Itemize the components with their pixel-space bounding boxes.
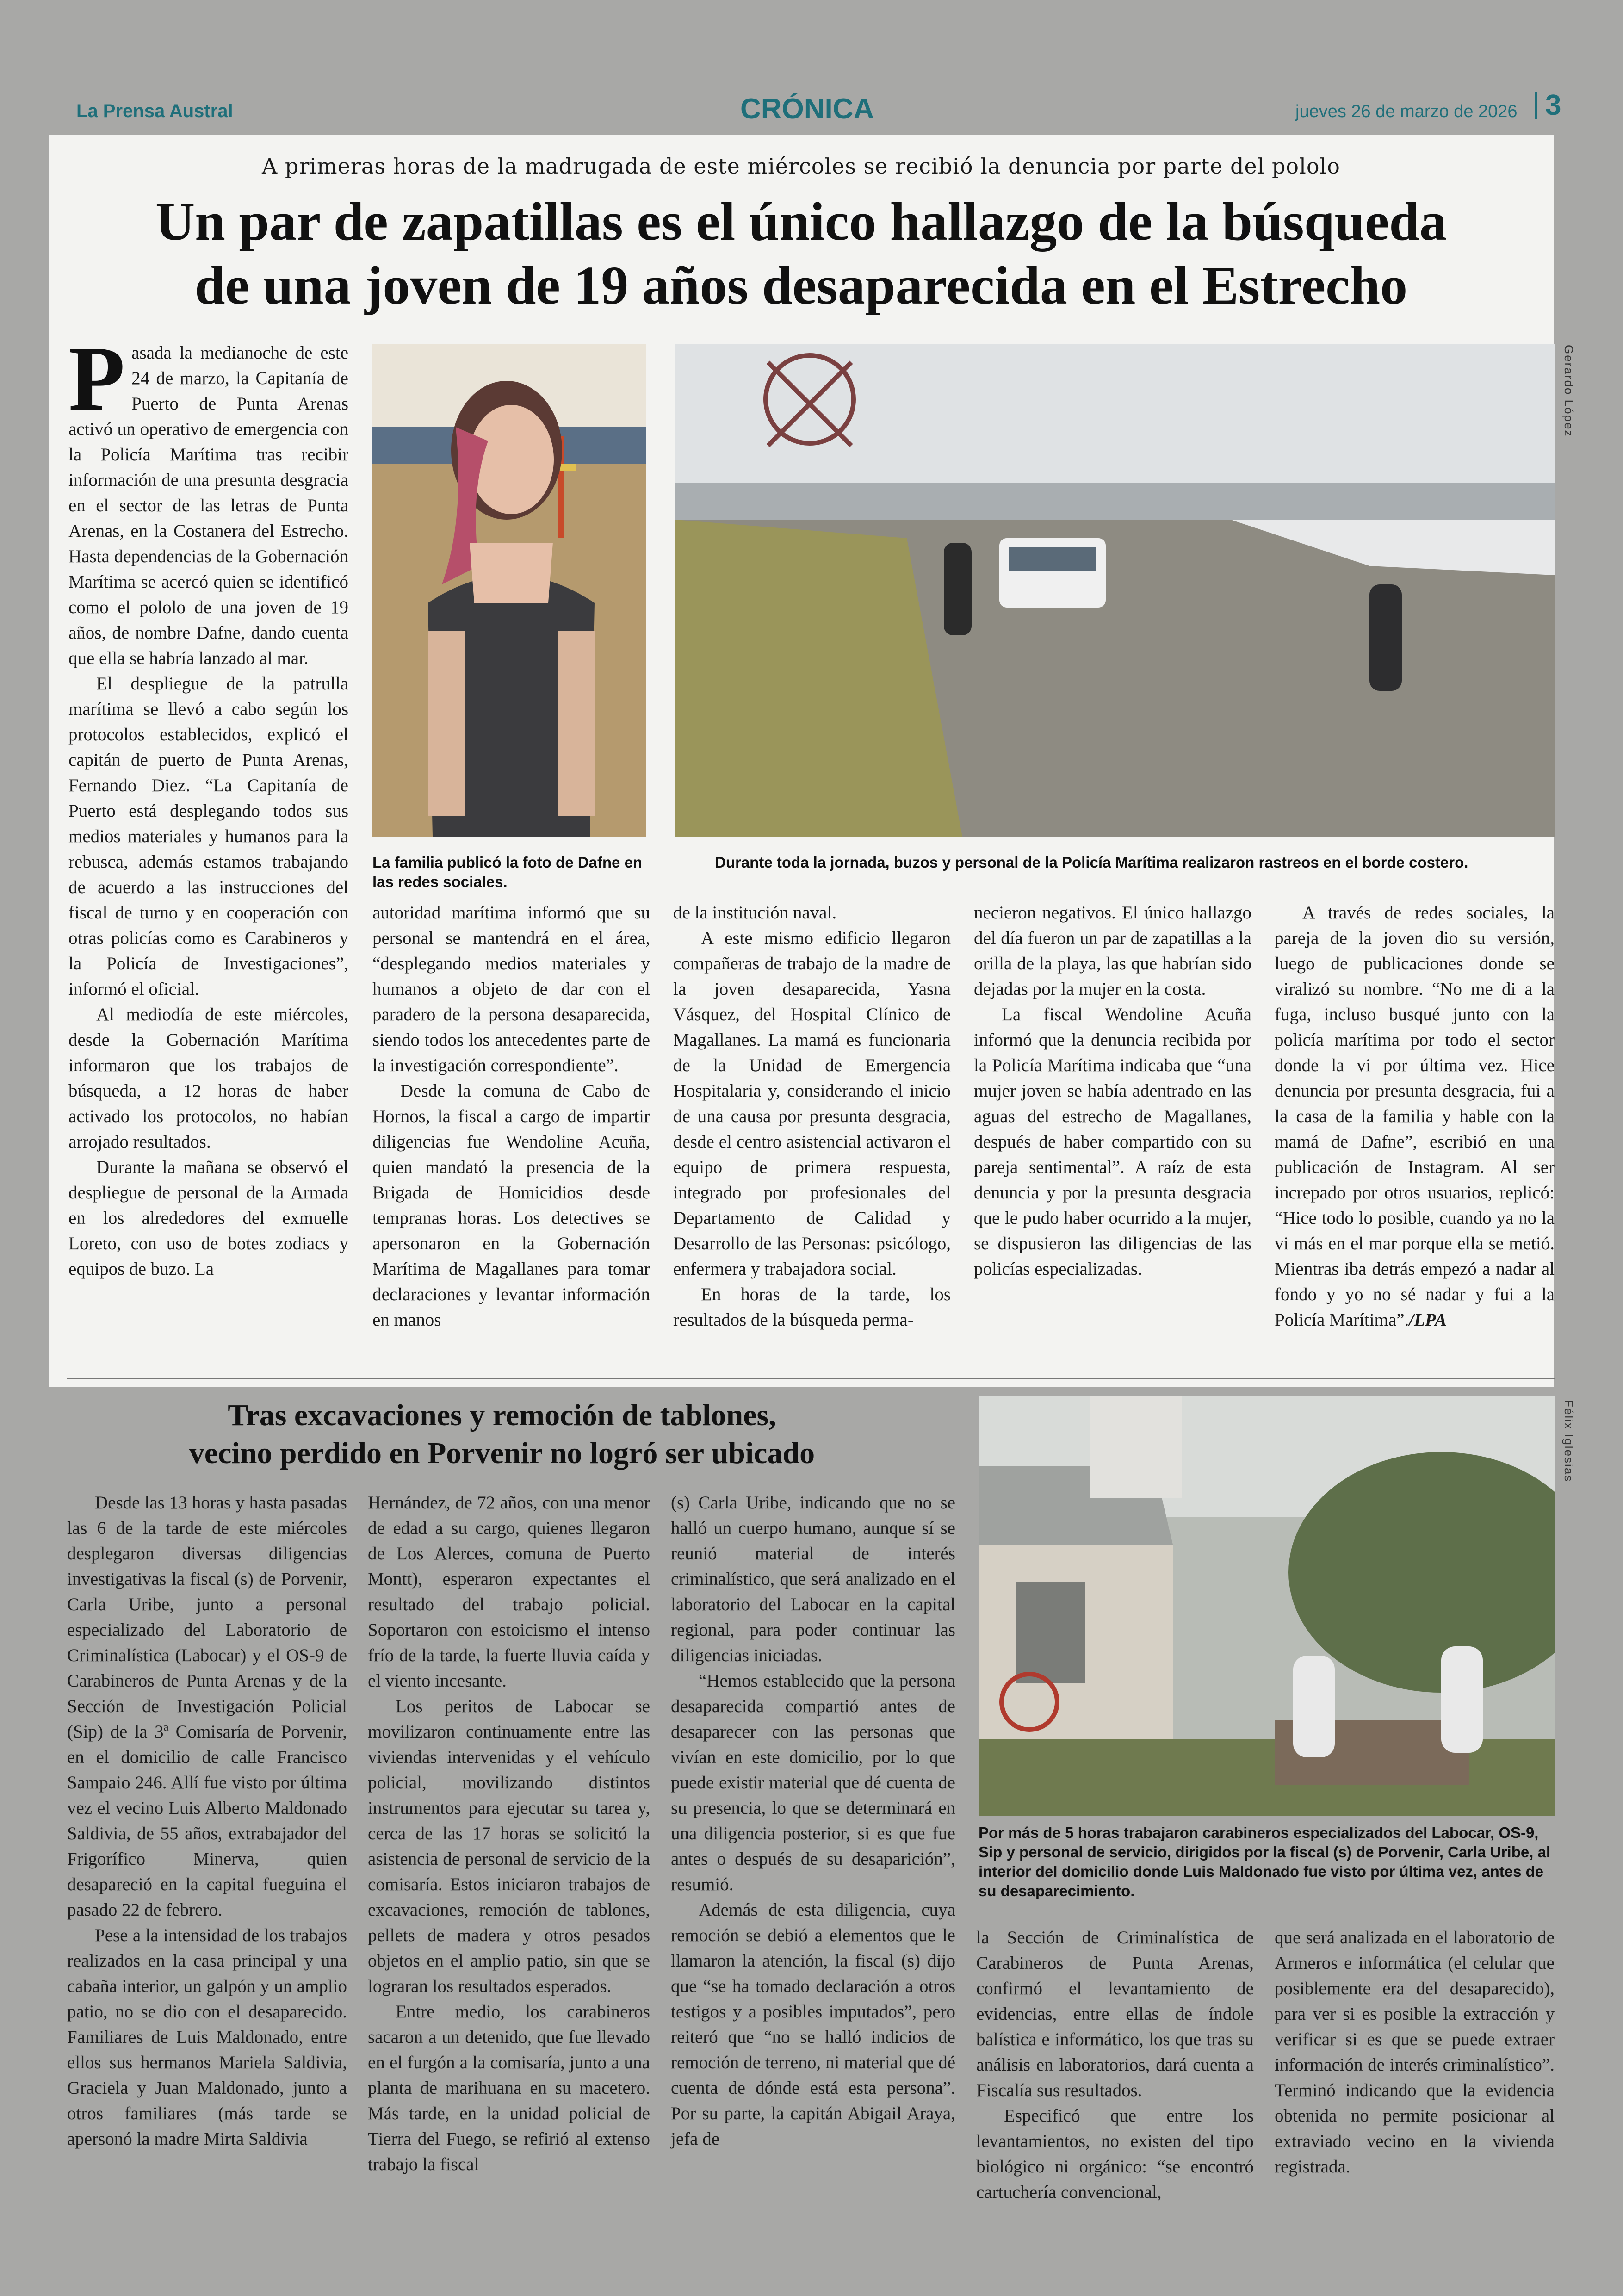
lead-photo-credit: Gerardo López xyxy=(1562,345,1576,437)
byline-signature: /LPA xyxy=(1409,1310,1447,1330)
lead-column-4 xyxy=(974,900,1251,1363)
paragraph: Además de esta diligencia, cuya remoción se debió a elementos que le llamaron la atención, la fiscal (s) dijo que “se ha tomado declaración a otros testigos y a posibles imputados”, pero reiteró que “no se halló indicios de remoción de terreno, ni material que dé cuenta de dónde está esta persona”. Por su parte, la capitán Abigail Araya, jefa de xyxy=(671,1900,955,2149)
portrait-caption: La familia publicó la foto de Dafne en las redes sociales. xyxy=(372,854,643,890)
paragraph: que será analizada en el laboratorio de Armeros e informática (el celular que posiblemente era del desaparecido), para ver si es posible la extracción y verificar si es que se puede extraer información de interés criminalístico”. Terminó indicando que la evidencia obtenida no permite posicionar al extraviado vecino en la vivienda registrada. xyxy=(1275,1928,1555,2177)
lead-column-5 xyxy=(1275,900,1555,1363)
paragraph: Desde la comuna de Cabo de Hornos, la fiscal a cargo de impartir diligencias fue Wendoline Acuña, quien mandató la presencia de la Brigada de Homicidios desde tempranas horas. Los detectives se apersonaron en la Gobernación Marítima de Magallanes para tomar declaraciones y levantar información en manos xyxy=(372,1081,650,1330)
lead-column-1 xyxy=(68,328,348,1367)
second-headline-line2: vecino perdido en Porvenir no logró ser ubicado xyxy=(189,1436,815,1470)
paragraph: “Hemos establecido que la persona desaparecida compartió antes de desaparecer con las personas que vivían en este domicilio, por lo que puede existir material que dé cuenta de su presencia, lo que se determinará en una diligencia posterior, si es que fue antes o después de su desaparición”, resumió. xyxy=(671,1671,955,1894)
paragraph: necieron negativos. El único hallazgo del día fueron un par de zapatillas a la orilla de la playa, las que habrían sido dejadas por la mujer en la costa. xyxy=(974,903,1251,999)
lead-column-2 xyxy=(372,900,650,1363)
paragraph: Desde las 13 horas y hasta pasadas las 6 de la tarde de este miércoles desplegaron diversas diligencias investigativas la fiscal (s) de Porvenir, Carla Uribe, junto a personal especializado del Laboratorio de Criminalística (Labocar) y el OS-9 de Carabineros de Punta Arenas y de la Sección de Investigación Policial (Sip) de la 3ª Comisaría de Porvenir, en el domicilio de calle Francisco Sampaio 246. Allí fue visto por última vez el vecino Luis Alberto Maldonado Saldivia, de 55 años, extrabajador del Frigorífico Minerva, quien desapareció en la capital fueguina el pasado 22 de febrero. xyxy=(67,1493,347,1920)
paragraph xyxy=(1275,900,1555,1333)
drop-cap: P xyxy=(68,328,125,430)
porvenir-house-photo-image xyxy=(979,1396,1555,1816)
second-column-4 xyxy=(976,1925,1254,2212)
second-column-2 xyxy=(368,1490,650,2203)
second-column-1 xyxy=(67,1490,347,2203)
lead-headline-line2: de una joven de 19 años desaparecida en el Estrecho xyxy=(194,255,1408,316)
issue-date: jueves 26 de marzo de 2026 xyxy=(1295,102,1518,121)
beach-search-photo-image xyxy=(675,344,1555,837)
second-column-5 xyxy=(1275,1925,1555,2212)
paragraph: El despliegue de la patrulla marítima se llevó a cabo según los protocolos establecidos, explicó el capitán de puerto de Punta Arenas, Fernando Diez. “La Capitanía de Puerto está desplegando todos sus medios materiales y humanos para la rebusca, además estamos trabajando de acuerdo a las instrucciones del fiscal de turno y en cooperación con otras policías como es Carabineros y la Policía de Investigaciones”, informó el oficial. xyxy=(68,674,348,999)
paragraph-text: A través de redes sociales, la pareja de la joven dio su versión, luego de publicaciones donde se viralizó su nombre. “No me di a la fuga, incluso busqué junto con la policía marítima por todo el sector donde la vi por última vez. Hice denuncia por presunta desgracia, fui a la casa de la familia y hable con la mamá de Dafne”, escribió en una publicación de Instagram. Al ser increpado por otros usuarios, replicó: “Hice todo lo posible, cuando ya no la vi más en el mar porque ella se metió. Mientras iba detrás empezó a nadar al fondo y yo no sé nadar y fui a la Policía Marítima”. xyxy=(1275,903,1555,1330)
paragraph: Pese a la intensidad de los trabajos realizados en la casa principal y una cabaña interior, un galpón y un amplio patio, no se dio con el desaparecido. Familiares de Luis Maldonado, entre ellos sus hermanos Mariela Saldivia, Graciela y Juan Maldonado, junto a otros familiares (más tarde se apersonó la madre Mirta Saldivia xyxy=(67,1925,347,2149)
beach-search-photo xyxy=(675,344,1555,837)
lead-kicker: A primeras horas de la madrugada de este miércoles se recibió la denuncia por parte del pololo xyxy=(262,154,1340,179)
paragraph: Al mediodía de este miércoles, desde la Gobernación Marítima informaron que los trabajos de búsqueda, a 12 horas de haber activado los protocolos, no habían arrojado resultados. xyxy=(68,1005,348,1152)
paragraph: Hernández, de 72 años, con una menor de edad a su cargo, quienes llegaron de Los Alerces, comuna de Puerto Montt), esperaron expectantes el resultado del trabajo policial. Soportaron con estoicismo el intenso frío de la tarde, la fuerte lluvia caída y el viento incesante. xyxy=(368,1493,650,1691)
paragraph: Durante la mañana se observó el despliegue de personal de la Armada en los alrededores del exmuelle Loreto, con uso de botes zodiacs y equipos de buzo. La xyxy=(68,1157,348,1279)
second-photo-credit: Félix Iglesias xyxy=(1562,1400,1576,1483)
second-headline-line1: Tras excavaciones y remoción de tablones, xyxy=(228,1398,776,1432)
portrait-photo xyxy=(372,344,646,837)
paragraph: Especificó que entre los levantamientos, no existen del tipo biológico ni orgánico: “se encontró cartuchería convencional, xyxy=(976,2106,1254,2202)
beach-caption: Durante toda la jornada, buzos y personal de la Policía Marítima realizaron rastreos en el borde costero. xyxy=(715,854,1468,871)
paragraph: A este mismo edificio llegaron compañeras de trabajo de la madre de la joven desaparecida, Yasna Vásquez, del Hospital Clínico de Magallanes. La mamá es funcionaria de la Unidad de Emergencia Hospitalaria y, considerando el inicio de una causa por presunta desgracia, desde el centro asistencial activaron el equipo de primera respuesta, integrado por profesionales del Departamento de Calidad y Desarrollo de las Personas: psicólogo, enfermera y trabajadora social. xyxy=(673,928,951,1279)
second-column-3 xyxy=(671,1490,955,2203)
paragraph: Entre medio, los carabineros sacaron a un detenido, que fue llevado en el furgón a la comisaría, junto a una planta de marihuana en su macetero. Más tarde, en la unidad policial de Tierra del Fuego, se refirió al extenso trabajo la fiscal xyxy=(368,2002,650,2174)
paragraph: autoridad marítima informó que su personal se mantendrá en el área, “desplegando medios materiales y humanos a objeto de dar con el paradero de la persona desaparecida, siendo todos los antecedentes parte de la investigación correspondiente”. xyxy=(372,903,650,1075)
paragraph: asada la medianoche de este 24 de marzo, la Capitanía de Puerto de Punta Arenas activó un operativo de emergencia con la Policía Marítima tras recibir información de una presunta desgracia en el sector de las letras de Punta Arenas, en la Costanera del Estrecho. Hasta dependencias de la Gobernación Marítima se acercó quien se identificó como el pololo de una joven de 19 años, de nombre Dafne, dando cuenta que ella se habría lanzado al mar. xyxy=(68,343,348,668)
section-title: CRÓNICA xyxy=(740,93,874,125)
paragraph: de la institución naval. xyxy=(673,903,837,923)
paragraph: La fiscal Wendoline Acuña informó que la denuncia recibida por la Policía Marítima indicaba que “una mujer joven se había adentrado en las aguas del estrecho de Magallanes, después de haber compartido con su pareja sentimental”. A raíz de esta denuncia y por la presunta desgracia que le pudo haber ocurrido a la mujer, se dispusieron las diligencias de las policías especializadas. xyxy=(974,1005,1251,1279)
lead-column-3 xyxy=(673,900,951,1363)
newspaper-brand: La Prensa Austral xyxy=(76,101,233,121)
paragraph: (s) Carla Uribe, indicando que no se halló un cuerpo humano, aunque sí se reunió material de interés criminalístico, que será analizado en el laboratorio del Labocar en la capital regional, para poder continuar las diligencias iniciadas. xyxy=(671,1493,955,1665)
lead-headline-line1: Un par de zapatillas es el único hallazgo de la búsqueda xyxy=(155,191,1447,252)
paragraph: la Sección de Criminalística de Carabineros de Punta Arenas, confirmó el levantamiento de evidencias, entre ellas de índole balística e informático, los que tras su análisis en laboratorios, dará cuenta a Fiscalía sus resultados. xyxy=(976,1928,1254,2100)
section-divider xyxy=(67,1378,1555,1379)
paragraph: En horas de la tarde, los resultados de la búsqueda perma- xyxy=(673,1285,951,1330)
lead-headline xyxy=(49,190,1554,317)
portrait-photo-image xyxy=(372,344,646,837)
paragraph: Los peritos de Labocar se movilizaron continuamente entre las viviendas intervenidas y el vehículo policial, movilizando distintos instrumentos para ejecutar su tarea y, cerca de las 17 horas se solicitó la asistencia de personal de servicio de la comisaría. Estos iniciaron trabajos de excavaciones, remoción de tablones, pellets de madera y otros pesados objetos en el amplio patio, sin que se lograran los resultados esperados. xyxy=(368,1696,650,1996)
second-headline xyxy=(67,1396,937,1472)
page-number: 3 xyxy=(1535,92,1561,119)
porvenir-house-photo xyxy=(979,1396,1555,1816)
porvenir-photo-caption: Por más de 5 horas trabajaron carabineros especializados del Labocar, OS-9, Sip y personal de servicio, dirigidos por la fiscal (s) de Porvenir, Carla Uribe, al interior del domicilio donde Luis Maldonado fue visto por última vez, antes de su desaparecimiento. xyxy=(979,1824,1551,1899)
